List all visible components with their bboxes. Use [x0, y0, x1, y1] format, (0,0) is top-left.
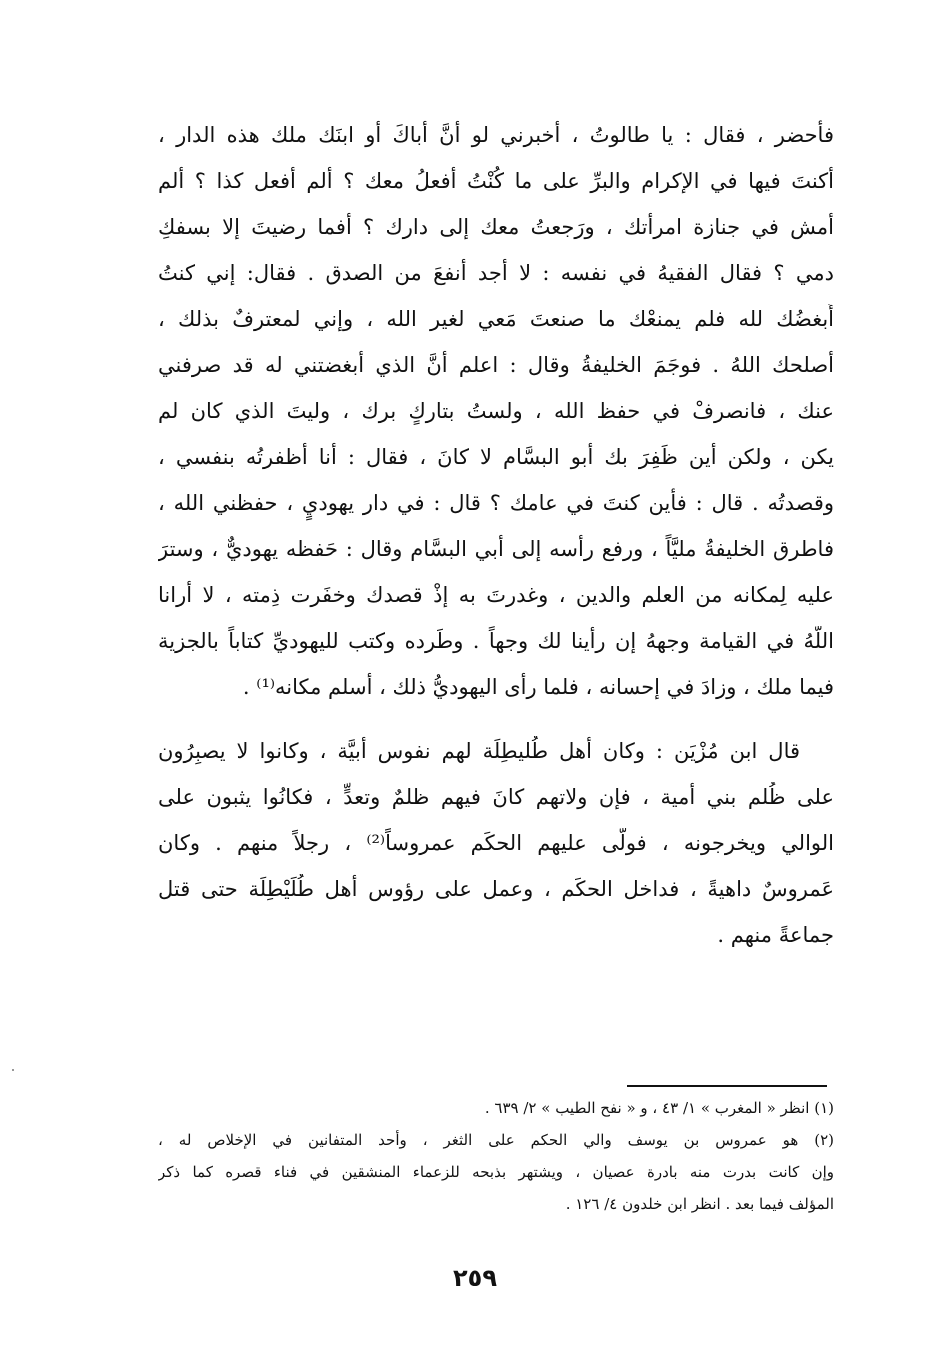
body-line: أُبغضُك لله فلم يمنعْك ما صنعتَ مَعي لغير الله ، وإني لمعترفٌ بذلك ،: [158, 307, 834, 331]
paragraph-first-line: قال ابن مُزْيَن : وكان أهل طُليطِلَة لهم نفوس أبيَّة ، وكانوا لا يصبِرُون: [158, 739, 800, 763]
body-line: عَمروسٌ داهيةً ، فداخل الحكَم ، وعمل على رؤوس أهل طُلَيْطِلَة حتى قتل: [158, 877, 834, 901]
scan-speck: [12, 1069, 14, 1071]
body-line: دمي ؟ فقال الفقيهُ في نفسه : لا أجد أنفعَ من الصدق . فقال: إني كنتُ: [158, 261, 834, 285]
body-line: جماعةً منهم .: [717, 923, 834, 947]
body-line: يكن ، ولكن أين ظَفِرَ بك أبو البسَّام لا كانَ ، فقال : أنا أظفرتُه بنفسي ،: [158, 445, 834, 469]
body-line: أمش في جنازة امرأتك ، ورَجعتُ معك إلى دارك ؟ أفما رضيتَ إلا بسفكِ: [158, 215, 834, 239]
body-line: الوالي ويخرجونه ، فولَّى عليهم الحكَم عمروساً⁽²⁾ ، رجلاً منهم . وكان: [158, 831, 834, 855]
body-line: اللّهُ في القيامة وجههُ إن رأينا لك وجهاً . وطَرده وكتب لليهوديِّ كتاباً بالجزية: [158, 629, 834, 653]
body-line: على ظُلم بني أمية ، فإن ولاتهم كانَ فيهم ظلمٌ وتعدٍّ ، فكانُوا يثبون على: [158, 785, 834, 809]
body-line: فاطرق الخليفةُ مليَّاً ، ورفع رأسه إلى أبي البسَّام وقال : حَفظه يهوديٌّ ، وسترَ: [158, 537, 834, 561]
body-line: أصلحك اللهُ . فوجَمَ الخليفةُ وقال : اعلم أنَّ الذي أبغضتني له قد صرفني: [158, 353, 834, 377]
body-line: أكنتَ فيها في الإكرام والبرِّ على ما كُنْتُ أفعلُ معك ؟ ألم أفعل كذا ؟ ألم: [158, 169, 834, 193]
footnote-line: (١) انظر « المغرب » ١/ ٤٣ ، و « نفح الطيب » ٢/ ٦٣٩ .: [484, 1099, 834, 1117]
body-line: فأحضر ، فقال : يا طالوتُ ، أخبرني لو أنَّ أباكَ أو ابنَك ملك هذه الدار ،: [158, 123, 834, 147]
body-line: وقصدتُه . قال : فأين كنتَ في عامك ؟ قال : في دار يهوديٍ ، حفظني الله ،: [158, 491, 834, 515]
footnote-line: وإن كانت بدرت منه بادرة عصيان ، ويشتهر بذبحه للزعماء المنشقين في فناء قصره كما ذكر: [158, 1163, 834, 1181]
page-number: ٢٥٩: [453, 1264, 497, 1292]
body-line: عنك ، فانصرفْ في حفظ الله ، ولستُ بتاركٍ برك ، وليتَ الذي كان لم: [158, 399, 834, 423]
body-line: فيما ملك ، وزادَ في إحسانه ، فلما رأى اليهوديُّ ذلك ، أسلم مكانه⁽¹⁾ .: [242, 675, 834, 699]
footnote-separator: [627, 1085, 827, 1087]
footnote-line: المؤلف فيما بعد . انظر ابن خلدون ٤/ ١٢٦ .: [565, 1195, 834, 1213]
footnote-line: (٢) هو عمروس بن يوسف والي الحكم على الثغر ، وأحد المتفانين في الإخلاص له ،: [158, 1131, 834, 1149]
body-line: عليه لِمكانه من العلم والدين ، وغدرتَ به إذْ قصدك وخفَرت ذِمته ، لا أرانا: [158, 583, 834, 607]
